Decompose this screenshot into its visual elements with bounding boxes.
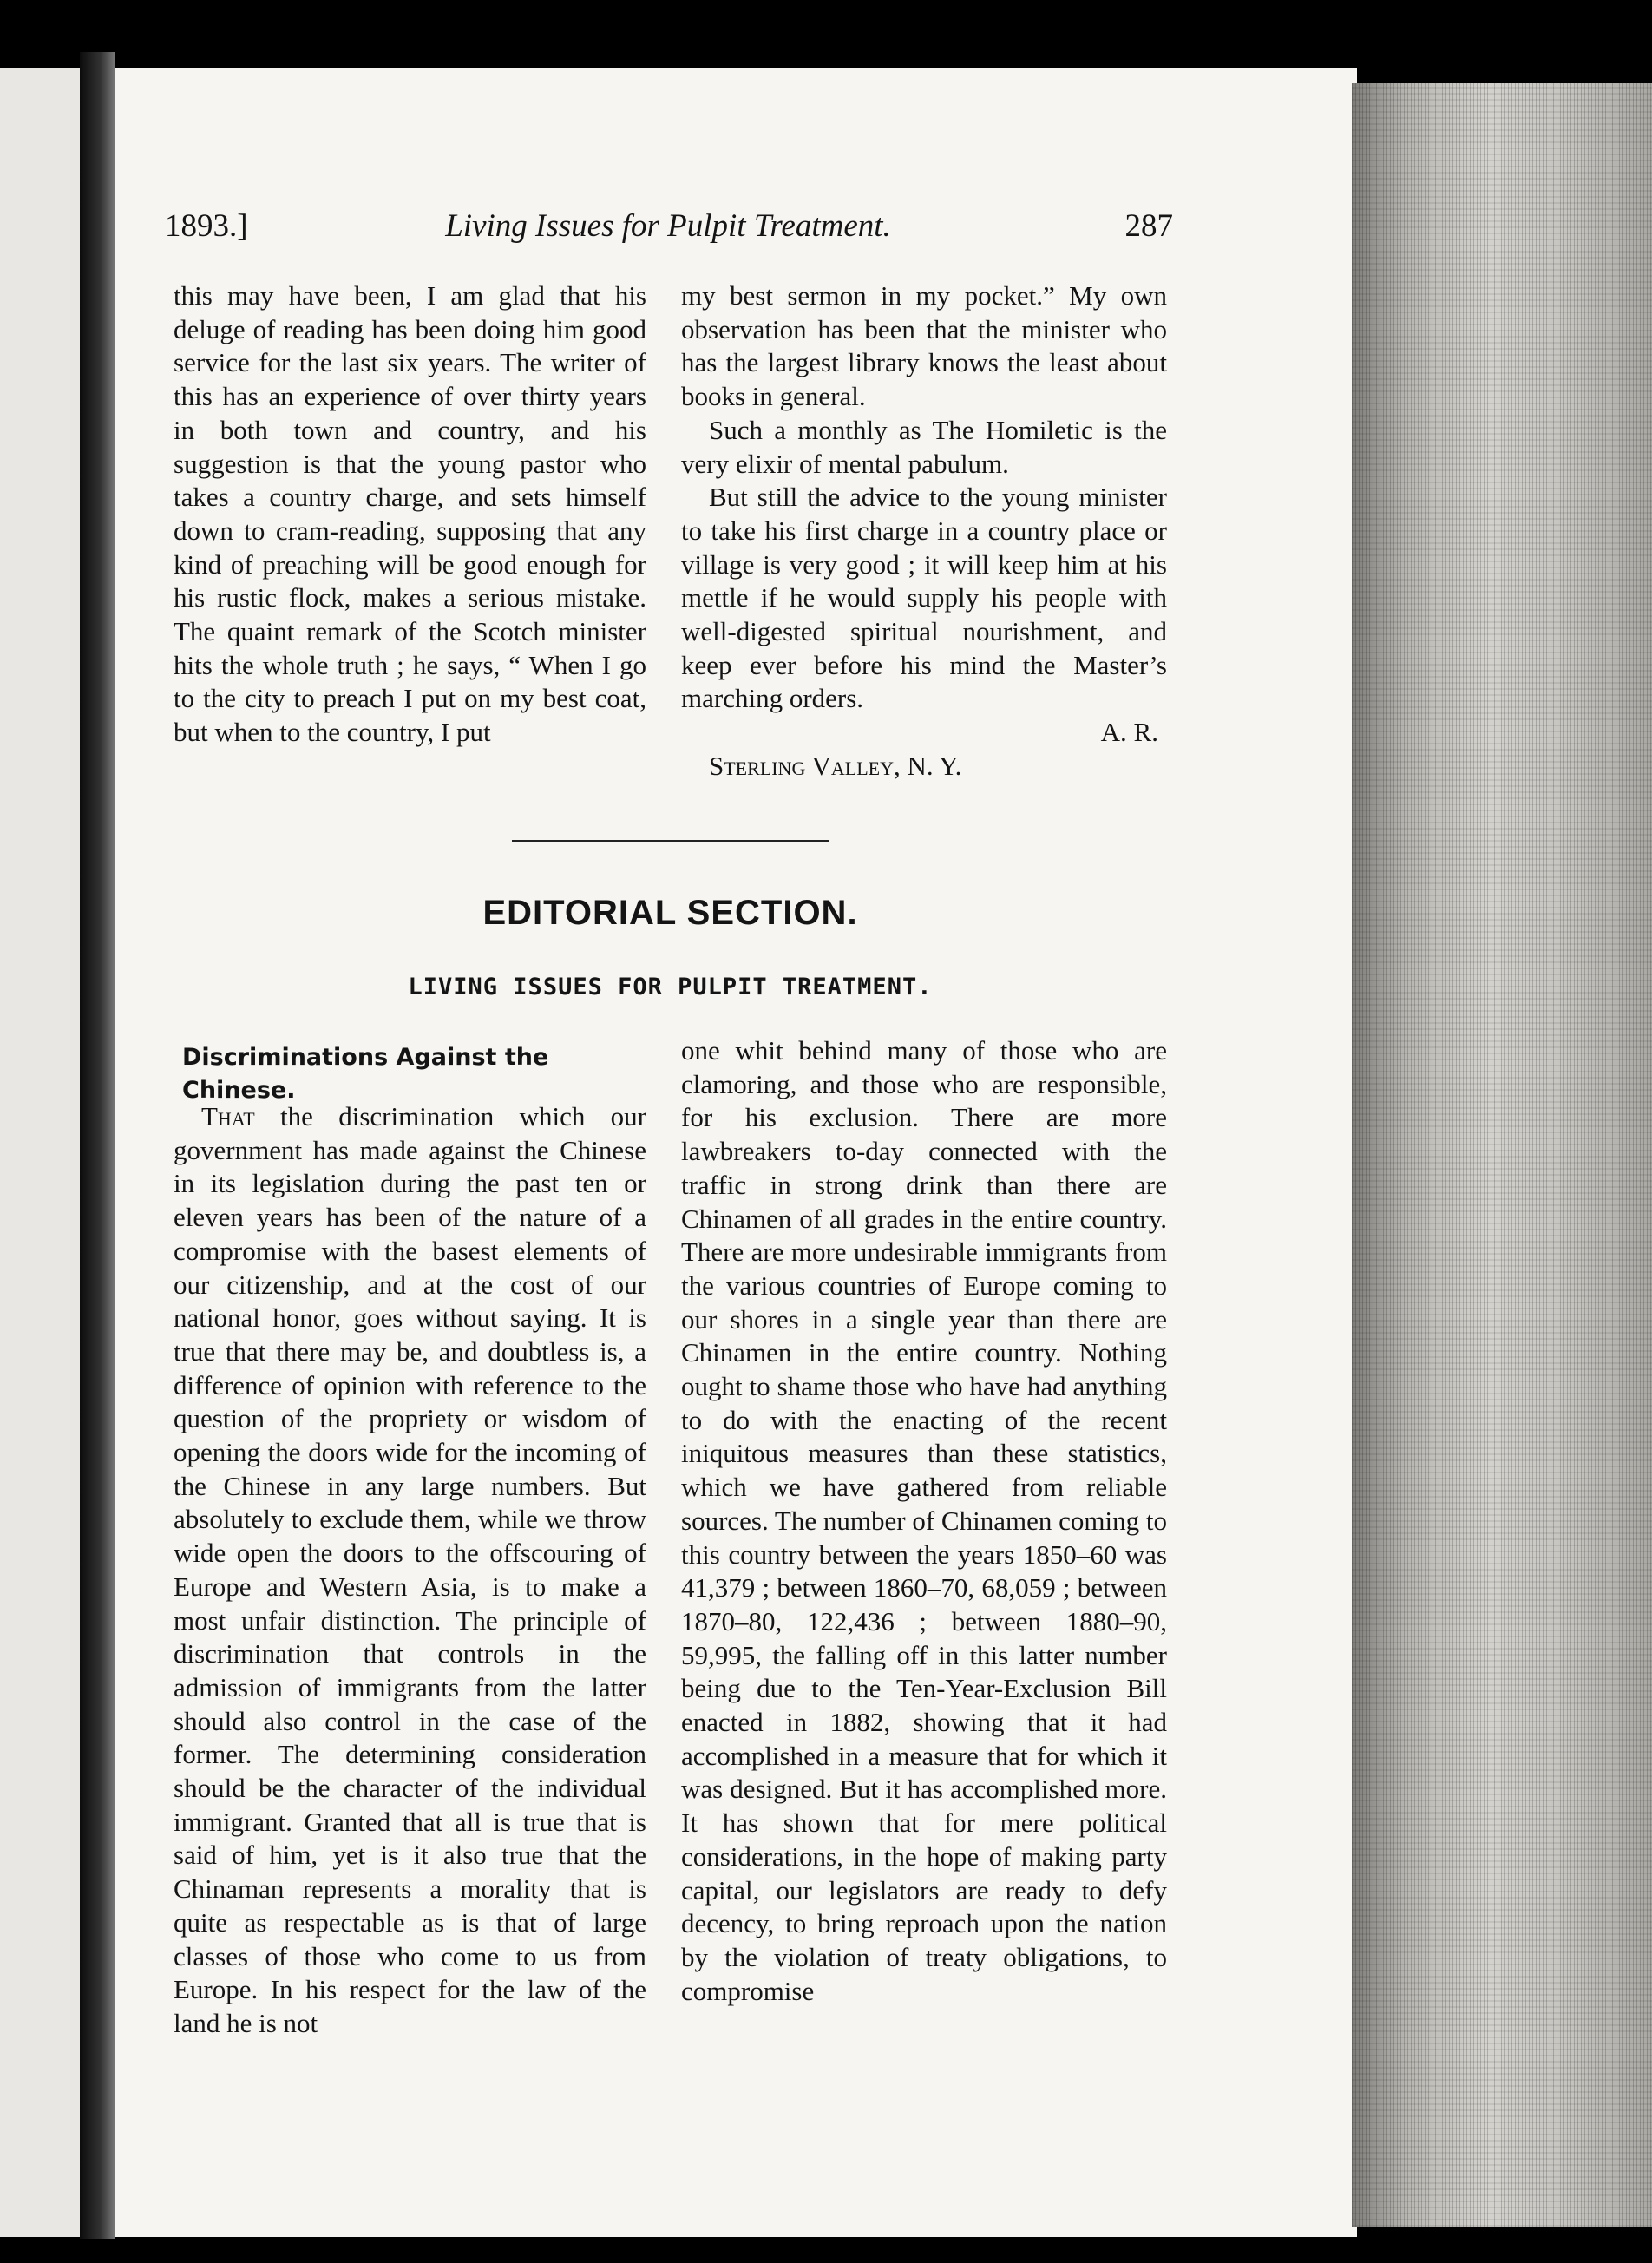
letter-paragraph: Such a monthly as The Homiletic is the very elixir of mental pabulum. (681, 414, 1167, 479)
dateline-place: Sterling Valley, N. Y. (709, 750, 962, 781)
article-lead-word: That (201, 1101, 255, 1132)
page-edges (1352, 83, 1652, 2227)
book-gutter (80, 52, 115, 2239)
article-paragraph (174, 1100, 646, 2041)
section-divider (512, 840, 829, 842)
signature: A. R. (1100, 717, 1158, 748)
running-head-year: 1893.] (165, 208, 248, 244)
article-column-left (174, 1100, 646, 2041)
article-title: Discriminations Against the Chinese. (182, 1044, 549, 1104)
letter-paragraph: But still the advice to the young minister to take his first charge in a country place or village is very good ; it will keep him at his mettle if he would supply his people with well-digested spiritual nourishment, and keep ever before his mind the Master’s marching orders. (681, 482, 1167, 714)
letter-column-left (174, 279, 646, 750)
article-column-right (681, 1034, 1167, 2008)
letter-paragraph: this may have been, I am glad that his deluge of reading has been doing him good service for the last six years. The writer of this has an experience of over thirty years in both town and country, and his suggestion is that the young pastor who takes a country charge, and sets himself down to cram-reading, supposing that any kind of preaching will be good enough for his rustic flock, makes a serious mistake. The quaint remark of the Scotch minister hits the whole truth ; he says, “ When I go to the city to preach I put on my best coat, but when to the country, I put (174, 280, 646, 748)
article-paragraph: one whit behind many of those who are clamoring, and those who are responsible, for his exclusion. There are more lawbreakers to-day connected with the traffic in strong drink than there are Chinamen of all grades in the entire country. There are more undesirable immigrants from the various countries of Europe coming to our shores in a single year than there are Chinamen in the entire country. Nothing ought to shame those who have had anything to do with the enacting of the recent iniquitous measures than these statistics, which we have gathered from reliable sources. The number of Chinamen coming to this country between the years 1850–60 was 41,379 ; between 1860–70, 68,059 ; between 1870–80, 122,436 ; between 1880–90, 59,995, the falling off in this latter number being due to the Ten-Year-Exclusion Bill enacted in 1882, showing that it had accomplished in a measure that for which it was designed. But it has accomplished more. It has shown that for mere political considerations, in the hope of making party capital, our legislators are ready to defy decency, to bring reproach upon the nation by the violation of treaty obligations, to compromise (681, 1035, 1167, 2006)
page-number: 287 (1124, 208, 1173, 244)
article-text: the discrimination which our government has made against the Chinese in its legislation during the past ten or eleven years has been of the nature of a compromise with the basest elements of our citizenship, and at the cost of our national honor, goes without saying. It is true that there may be, and doubtless is, a difference of opinion with reference to the question of the propriety or wisdom of opening the doors wide for the incoming of the Chinese in any large numbers. But absolutely to exclude them, while we throw wide open the doors to the offscouring of Europe and Western Asia, is to make a most unfair distinction. The principle of discrimination that controls in the admission of immigrants from the latter should also control in the case of the former. The determining consideration should be the character of the individual immigrant. Granted that all is true that is said of him, yet is it also true that the Chinaman represents a morality that is quite as respectable as is that of large classes of those who come to us from Europe. In his respect for the law of the land he is not (174, 1101, 646, 2038)
section-title: EDITORIAL SECTION. (482, 894, 858, 932)
facing-page-edge (0, 68, 85, 2237)
letter-column-right (681, 279, 1167, 784)
letter-paragraph: my best sermon in my pocket.” My own observation has been that the minister who has the largest library knows the least about books in general. (681, 280, 1167, 412)
running-head-title: Living Issues for Pulpit Treatment. (445, 208, 891, 244)
subsection-title: LIVING ISSUES FOR PULPIT TREATMENT. (408, 974, 933, 1000)
